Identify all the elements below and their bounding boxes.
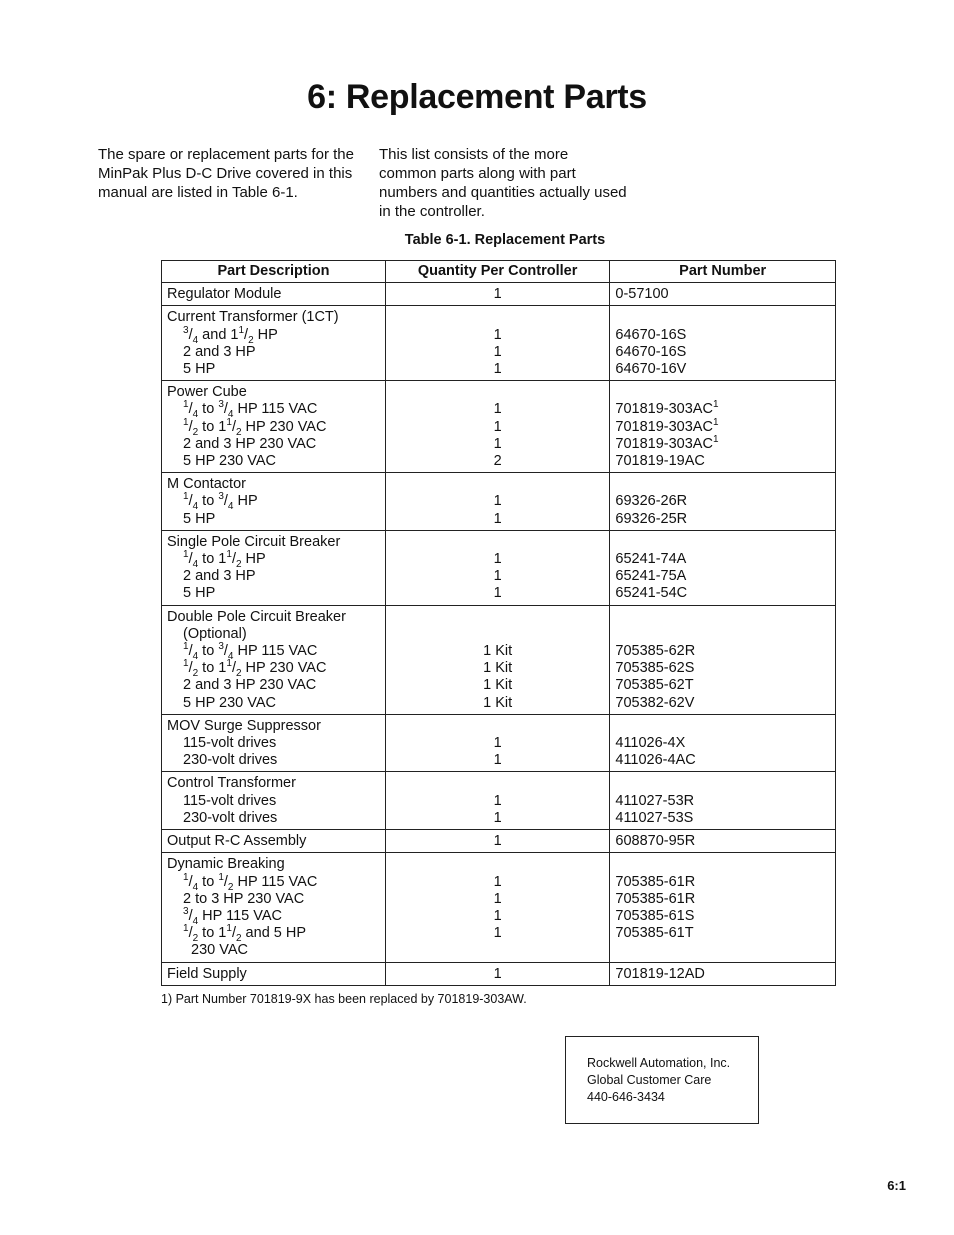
part-description: $^1/_4$ to $1^1/_2$ HP — [183, 549, 266, 570]
quantity: 1 — [493, 873, 502, 890]
part-number: 411026-4X — [615, 735, 686, 752]
quantity: 1 — [493, 401, 502, 418]
part-description: 5 HP — [183, 585, 216, 602]
page-number: 6:1 — [887, 1178, 906, 1193]
part-description: 230-volt drives — [183, 752, 278, 769]
part-number — [615, 384, 830, 401]
quantity-cell — [385, 473, 610, 531]
part-number: 705385-62T — [615, 677, 694, 694]
part-number: 411027-53R — [615, 792, 695, 809]
part-description: Field Supply — [167, 965, 247, 982]
quantity: 1 — [493, 286, 502, 303]
table-row — [162, 962, 836, 985]
quantity: 1 — [493, 493, 502, 510]
part-description: MOV Surge Suppressor — [167, 717, 321, 734]
part-description: Regulator Module — [167, 286, 282, 303]
table-row — [162, 381, 836, 473]
part-number: 705385-61R — [615, 873, 696, 890]
part-description-cell — [162, 962, 386, 985]
quantity: 1 — [493, 792, 502, 809]
table-row — [162, 853, 836, 962]
part-description: Output R-C Assembly — [167, 833, 307, 850]
quantity: 1 Kit — [483, 677, 513, 694]
quantity-cell — [385, 283, 610, 306]
part-description: Power Cube — [167, 384, 247, 401]
quantity — [391, 856, 605, 873]
quantity: 1 — [493, 568, 502, 585]
quantity: 2 — [493, 453, 502, 470]
quantity: 1 — [493, 809, 502, 826]
part-number: 701819-12AD — [615, 965, 705, 982]
part-description: 115-volt drives — [183, 792, 277, 809]
part-description-cell — [162, 473, 386, 531]
part-number — [615, 856, 830, 873]
part-description: 230-volt drives — [183, 809, 278, 826]
part-description: 2 to 3 HP 230 VAC — [183, 890, 305, 907]
quantity: 1 — [493, 435, 502, 452]
part-number-cell — [610, 530, 836, 605]
quantity: 1 Kit — [483, 643, 513, 660]
part-number — [615, 718, 830, 735]
quantity — [391, 534, 605, 551]
quantity: 1 — [493, 418, 502, 435]
part-number — [615, 775, 830, 792]
part-description: 5 HP — [183, 361, 216, 378]
quantity: 1 — [493, 925, 502, 942]
part-number-cell — [610, 283, 836, 306]
part-number-cell — [610, 830, 836, 853]
part-number: 64670-16V — [615, 361, 687, 378]
part-description: $^1/_4$ to $^1/_2$ HP 115 VAC — [183, 871, 318, 893]
table-caption: Table 6-1. Replacement Parts — [404, 232, 606, 248]
part-description-cell — [162, 530, 386, 605]
page-title: 6: Replacement Parts — [307, 78, 647, 116]
part-number-cell — [610, 381, 836, 473]
replacement-parts-table — [161, 260, 836, 986]
part-description-cell — [162, 605, 386, 714]
header-quantity: Quantity Per Controller — [385, 261, 610, 283]
part-number: 69326-26R — [615, 493, 688, 510]
table-row — [162, 714, 836, 772]
part-description: 2 and 3 HP 230 VAC — [183, 435, 317, 452]
part-number: 701819-19AC — [615, 453, 705, 470]
part-description: $^1/_2$ to $1^1/_2$ HP 230 VAC — [183, 658, 327, 680]
part-number — [615, 309, 830, 326]
quantity — [391, 384, 605, 401]
part-number: 65241-74A — [615, 551, 687, 568]
quantity — [391, 626, 605, 643]
table-row — [162, 830, 836, 853]
part-description-cell — [162, 772, 386, 830]
part-number-cell — [610, 962, 836, 985]
part-description: $^3/_4$ HP 115 VAC — [183, 906, 282, 927]
quantity-cell — [385, 830, 610, 853]
part-description: $^1/_4$ to $^3/_4$ HP 115 VAC — [183, 641, 318, 662]
part-number: 65241-54C — [615, 585, 688, 602]
part-description: 230 VAC — [191, 942, 248, 959]
part-description-cell — [162, 830, 386, 853]
quantity — [391, 476, 605, 493]
part-number — [615, 609, 830, 626]
part-number: 0-57100 — [615, 286, 669, 303]
quantity: 1 — [493, 343, 502, 360]
contact-box — [565, 1036, 759, 1124]
part-number-cell — [610, 473, 836, 531]
part-number: 705385-61T — [615, 925, 694, 942]
part-description-cell — [162, 714, 386, 772]
contact-phone: 440-646-3434 — [587, 1090, 665, 1104]
part-description: Dynamic Breaking — [167, 856, 285, 873]
quantity: 1 Kit — [483, 660, 513, 677]
quantity-cell — [385, 381, 610, 473]
part-number-cell — [610, 853, 836, 962]
quantity: 1 — [493, 833, 502, 850]
part-description: 115-volt drives — [183, 735, 277, 752]
quantity-cell — [385, 962, 610, 985]
intro-paragraph-right: This list consists of the more common parts along with part numbers and quantities actually used in the controller. — [379, 146, 627, 220]
quantity: 1 — [493, 907, 502, 924]
part-number: 705385-61R — [615, 890, 696, 907]
part-number-cell — [610, 605, 836, 714]
table-row — [162, 306, 836, 381]
part-description: $^1/_4$ to $^3/_4$ HP 115 VAC — [183, 399, 318, 421]
part-description: $^1/_2$ to $1^1/_2$ and 5 HP — [183, 923, 307, 944]
part-description: $^3/_4$ and $1^1/_2$ HP — [183, 324, 278, 346]
part-description-cell — [162, 306, 386, 381]
header-part-description: Part Description — [162, 261, 386, 283]
part-number-cell — [610, 772, 836, 830]
quantity-cell — [385, 772, 610, 830]
part-description: 2 and 3 HP — [183, 568, 256, 585]
part-number: 608870-95R — [615, 833, 696, 850]
part-description: Single Pole Circuit Breaker — [167, 533, 341, 550]
quantity — [391, 775, 605, 792]
part-description-cell — [162, 853, 386, 962]
quantity: 1 — [493, 890, 502, 907]
part-number: 411027-53S — [615, 809, 694, 826]
part-number: 705385-61S — [615, 907, 695, 924]
quantity — [391, 309, 605, 326]
part-description: 2 and 3 HP 230 VAC — [183, 677, 317, 694]
part-description: $^1/_2$ to $1^1/_2$ HP 230 VAC — [183, 416, 327, 438]
table-footnote: 1) Part Number 701819-9X has been replaced by 701819-303AW. — [161, 992, 527, 1006]
part-number — [615, 476, 830, 493]
contact-company: Rockwell Automation, Inc. — [587, 1056, 731, 1070]
part-number-cell — [610, 714, 836, 772]
part-description: M Contactor — [167, 476, 246, 493]
quantity-cell — [385, 306, 610, 381]
part-description: 5 HP 230 VAC — [183, 453, 276, 470]
quantity-cell — [385, 605, 610, 714]
part-description: 5 HP — [183, 510, 216, 527]
part-number: $701819-303AC^1$ — [615, 399, 719, 418]
part-description: (Optional) — [183, 625, 247, 642]
table-row — [162, 772, 836, 830]
part-number: 411026-4AC — [615, 752, 696, 769]
quantity: 1 Kit — [483, 694, 513, 711]
part-number: 705385-62S — [615, 660, 695, 677]
quantity: 1 — [493, 361, 502, 378]
part-description-cell — [162, 381, 386, 473]
quantity-cell — [385, 530, 610, 605]
quantity: 1 — [493, 551, 502, 568]
quantity: 1 — [493, 585, 502, 602]
part-number: $701819-303AC^1$ — [615, 434, 719, 452]
part-description: Control Transformer — [167, 775, 296, 792]
part-description: 5 HP 230 VAC — [183, 694, 276, 711]
part-number-cell — [610, 306, 836, 381]
quantity-cell — [385, 853, 610, 962]
quantity — [391, 718, 605, 735]
part-description: 2 and 3 HP — [183, 343, 256, 360]
quantity-cell — [385, 714, 610, 772]
quantity — [391, 609, 605, 626]
part-number — [615, 626, 830, 643]
part-description-cell — [162, 283, 386, 306]
table-row — [162, 605, 836, 714]
table-header-row — [162, 261, 836, 283]
header-part-number: Part Number — [610, 261, 836, 283]
part-number: 64670-16S — [615, 343, 687, 360]
part-description: $^1/_4$ to $^3/_4$ HP — [183, 491, 258, 513]
intro-paragraph-left: The spare or replacement parts for the MinPak Plus D-C Drive covered in this manual are listed in Table 6-1. — [98, 146, 354, 201]
part-number: 69326-25R — [615, 510, 688, 527]
table-row — [162, 283, 836, 306]
quantity: 1 — [493, 735, 502, 752]
quantity: 1 — [493, 752, 502, 769]
part-number: 705382-62V — [615, 694, 695, 711]
part-number: 705385-62R — [615, 643, 696, 660]
part-number — [615, 534, 830, 551]
table-row — [162, 473, 836, 531]
quantity: 1 — [493, 326, 502, 343]
quantity: 1 — [493, 965, 502, 982]
part-number: $701819-303AC^1$ — [615, 416, 719, 435]
contact-department: Global Customer Care — [587, 1073, 712, 1087]
part-description: Current Transformer (1CT) — [167, 309, 339, 326]
quantity: 1 — [493, 510, 502, 527]
table-row — [162, 530, 836, 605]
part-number: 65241-75A — [615, 568, 687, 585]
part-number: 64670-16S — [615, 326, 687, 343]
part-description: Double Pole Circuit Breaker — [167, 608, 346, 625]
